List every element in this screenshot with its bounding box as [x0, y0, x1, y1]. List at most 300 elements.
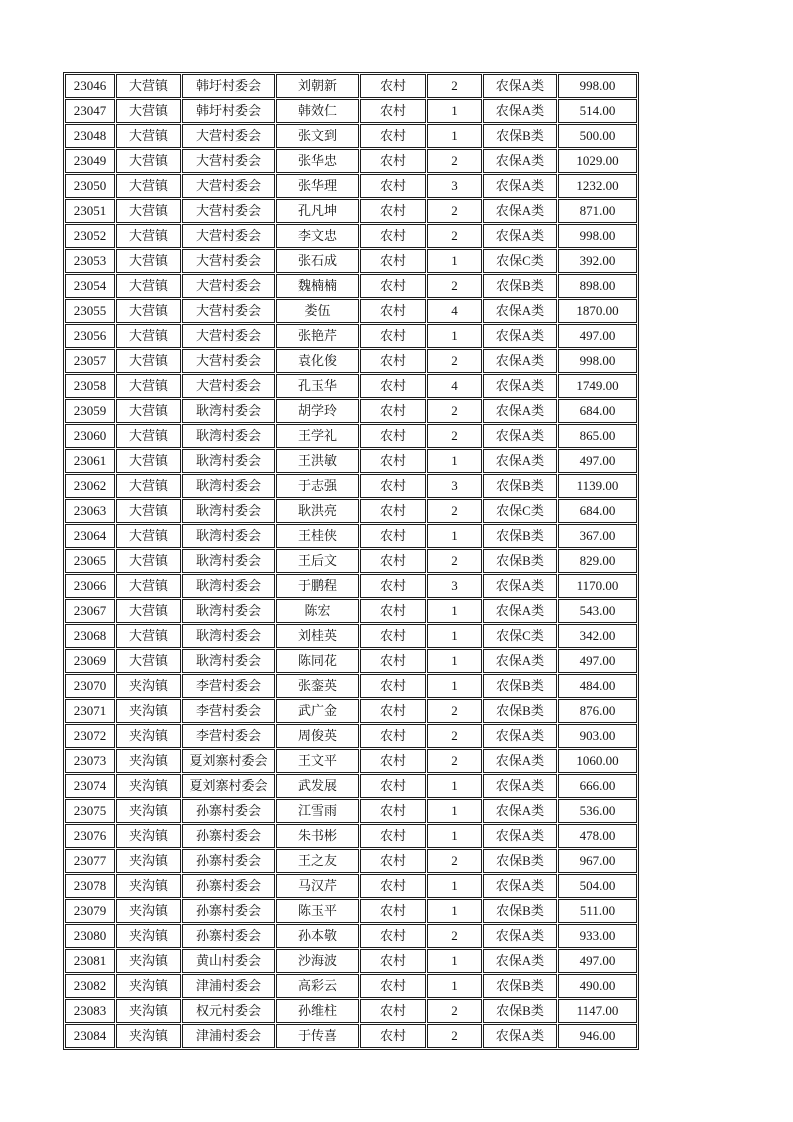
town-cell: 夹沟镇	[116, 949, 181, 973]
insurance-category-cell: 农保A类	[483, 599, 557, 623]
amount-cell: 898.00	[558, 274, 637, 298]
amount-cell: 684.00	[558, 499, 637, 523]
person-name-cell: 于传喜	[276, 1024, 359, 1048]
table-row	[65, 624, 637, 648]
person-name-cell: 韩效仁	[276, 99, 359, 123]
village-committee-cell: 耿湾村委会	[182, 449, 275, 473]
village-committee-cell: 耿湾村委会	[182, 399, 275, 423]
village-committee-cell: 大营村委会	[182, 199, 275, 223]
person-name-cell: 陈同花	[276, 649, 359, 673]
insurance-roster-table	[63, 72, 639, 1050]
residence-type-cell: 农村	[360, 174, 426, 198]
insured-count-cell: 2	[427, 224, 482, 248]
insured-count-cell: 1	[427, 799, 482, 823]
insured-count-cell: 2	[427, 924, 482, 948]
amount-cell: 1232.00	[558, 174, 637, 198]
village-committee-cell: 夏刘寨村委会	[182, 774, 275, 798]
amount-cell: 367.00	[558, 524, 637, 548]
town-cell: 大营镇	[116, 474, 181, 498]
table-row	[65, 799, 637, 823]
town-cell: 夹沟镇	[116, 1024, 181, 1048]
table-row	[65, 99, 637, 123]
town-cell: 大营镇	[116, 449, 181, 473]
village-committee-cell: 大营村委会	[182, 124, 275, 148]
town-cell: 夹沟镇	[116, 749, 181, 773]
insured-count-cell: 2	[427, 399, 482, 423]
amount-cell: 998.00	[558, 224, 637, 248]
table-row	[65, 224, 637, 248]
village-committee-cell: 大营村委会	[182, 274, 275, 298]
serial-number-cell: 23059	[65, 399, 115, 423]
serial-number-cell: 23072	[65, 724, 115, 748]
insurance-category-cell: 农保B类	[483, 124, 557, 148]
table-row	[65, 949, 637, 973]
person-name-cell: 魏楠楠	[276, 274, 359, 298]
serial-number-cell: 23052	[65, 224, 115, 248]
town-cell: 夹沟镇	[116, 899, 181, 923]
town-cell: 大营镇	[116, 324, 181, 348]
serial-number-cell: 23068	[65, 624, 115, 648]
amount-cell: 490.00	[558, 974, 637, 998]
town-cell: 大营镇	[116, 499, 181, 523]
town-cell: 夹沟镇	[116, 874, 181, 898]
person-name-cell: 胡学玲	[276, 399, 359, 423]
residence-type-cell: 农村	[360, 624, 426, 648]
serial-number-cell: 23063	[65, 499, 115, 523]
insured-count-cell: 1	[427, 974, 482, 998]
serial-number-cell: 23078	[65, 874, 115, 898]
town-cell: 大营镇	[116, 649, 181, 673]
person-name-cell: 李文忠	[276, 224, 359, 248]
amount-cell: 500.00	[558, 124, 637, 148]
residence-type-cell: 农村	[360, 724, 426, 748]
residence-type-cell: 农村	[360, 549, 426, 573]
residence-type-cell: 农村	[360, 674, 426, 698]
amount-cell: 497.00	[558, 949, 637, 973]
table-row	[65, 774, 637, 798]
village-committee-cell: 李营村委会	[182, 674, 275, 698]
serial-number-cell: 23076	[65, 824, 115, 848]
town-cell: 大营镇	[116, 424, 181, 448]
village-committee-cell: 大营村委会	[182, 174, 275, 198]
residence-type-cell: 农村	[360, 399, 426, 423]
village-committee-cell: 耿湾村委会	[182, 474, 275, 498]
person-name-cell: 袁化俊	[276, 349, 359, 373]
town-cell: 夹沟镇	[116, 699, 181, 723]
person-name-cell: 王文平	[276, 749, 359, 773]
insurance-category-cell: 农保A类	[483, 1024, 557, 1048]
village-committee-cell: 大营村委会	[182, 324, 275, 348]
person-name-cell: 马汉芹	[276, 874, 359, 898]
table-row	[65, 674, 637, 698]
insured-count-cell: 1	[427, 949, 482, 973]
serial-number-cell: 23055	[65, 299, 115, 323]
table-row	[65, 74, 637, 98]
amount-cell: 484.00	[558, 674, 637, 698]
insurance-category-cell: 农保A类	[483, 724, 557, 748]
insurance-category-cell: 农保A类	[483, 374, 557, 398]
village-committee-cell: 韩圩村委会	[182, 74, 275, 98]
residence-type-cell: 农村	[360, 699, 426, 723]
table-row	[65, 524, 637, 548]
table-row	[65, 199, 637, 223]
person-name-cell: 高彩云	[276, 974, 359, 998]
amount-cell: 514.00	[558, 99, 637, 123]
amount-cell: 666.00	[558, 774, 637, 798]
town-cell: 夹沟镇	[116, 974, 181, 998]
insured-count-cell: 2	[427, 499, 482, 523]
serial-number-cell: 23066	[65, 574, 115, 598]
town-cell: 大营镇	[116, 174, 181, 198]
serial-number-cell: 23060	[65, 424, 115, 448]
table-row	[65, 449, 637, 473]
village-committee-cell: 大营村委会	[182, 224, 275, 248]
village-committee-cell: 津浦村委会	[182, 974, 275, 998]
table-row	[65, 724, 637, 748]
residence-type-cell: 农村	[360, 324, 426, 348]
person-name-cell: 陈宏	[276, 599, 359, 623]
insured-count-cell: 2	[427, 549, 482, 573]
table-row	[65, 1024, 637, 1048]
residence-type-cell: 农村	[360, 424, 426, 448]
table-row	[65, 149, 637, 173]
insurance-category-cell: 农保A类	[483, 824, 557, 848]
insured-count-cell: 2	[427, 349, 482, 373]
table-row	[65, 499, 637, 523]
amount-cell: 933.00	[558, 924, 637, 948]
person-name-cell: 张文到	[276, 124, 359, 148]
insured-count-cell: 1	[427, 249, 482, 273]
serial-number-cell: 23064	[65, 524, 115, 548]
insurance-category-cell: 农保B类	[483, 274, 557, 298]
town-cell: 夹沟镇	[116, 824, 181, 848]
table-row	[65, 924, 637, 948]
amount-cell: 536.00	[558, 799, 637, 823]
table-row	[65, 974, 637, 998]
serial-number-cell: 23083	[65, 999, 115, 1023]
village-committee-cell: 耿湾村委会	[182, 624, 275, 648]
town-cell: 夹沟镇	[116, 924, 181, 948]
insured-count-cell: 1	[427, 449, 482, 473]
person-name-cell: 周俊英	[276, 724, 359, 748]
residence-type-cell: 农村	[360, 349, 426, 373]
amount-cell: 511.00	[558, 899, 637, 923]
village-committee-cell: 耿湾村委会	[182, 499, 275, 523]
insurance-category-cell: 农保A类	[483, 574, 557, 598]
document-page	[63, 72, 639, 1050]
insured-count-cell: 1	[427, 824, 482, 848]
amount-cell: 946.00	[558, 1024, 637, 1048]
insured-count-cell: 1	[427, 674, 482, 698]
town-cell: 大营镇	[116, 199, 181, 223]
insurance-category-cell: 农保A类	[483, 399, 557, 423]
insured-count-cell: 1	[427, 649, 482, 673]
town-cell: 大营镇	[116, 74, 181, 98]
village-committee-cell: 权元村委会	[182, 999, 275, 1023]
amount-cell: 497.00	[558, 449, 637, 473]
insurance-category-cell: 农保B类	[483, 524, 557, 548]
insurance-category-cell: 农保C类	[483, 624, 557, 648]
table-row	[65, 424, 637, 448]
amount-cell: 342.00	[558, 624, 637, 648]
table-row	[65, 274, 637, 298]
town-cell: 夹沟镇	[116, 849, 181, 873]
table-row	[65, 399, 637, 423]
table-row	[65, 349, 637, 373]
insurance-category-cell: 农保B类	[483, 999, 557, 1023]
person-name-cell: 刘桂英	[276, 624, 359, 648]
person-name-cell: 沙海波	[276, 949, 359, 973]
table-row	[65, 299, 637, 323]
insurance-category-cell: 农保A类	[483, 74, 557, 98]
insurance-category-cell: 农保A类	[483, 349, 557, 373]
roster-body	[65, 74, 637, 1048]
village-committee-cell: 大营村委会	[182, 249, 275, 273]
serial-number-cell: 23054	[65, 274, 115, 298]
village-committee-cell: 孙寨村委会	[182, 799, 275, 823]
insured-count-cell: 1	[427, 624, 482, 648]
person-name-cell: 孔凡坤	[276, 199, 359, 223]
serial-number-cell: 23065	[65, 549, 115, 573]
insured-count-cell: 1	[427, 874, 482, 898]
person-name-cell: 耿洪亮	[276, 499, 359, 523]
serial-number-cell: 23048	[65, 124, 115, 148]
town-cell: 夹沟镇	[116, 799, 181, 823]
village-committee-cell: 大营村委会	[182, 149, 275, 173]
town-cell: 大营镇	[116, 149, 181, 173]
table-row	[65, 874, 637, 898]
insured-count-cell: 3	[427, 474, 482, 498]
table-row	[65, 249, 637, 273]
table-row	[65, 474, 637, 498]
insurance-category-cell: 农保A类	[483, 449, 557, 473]
insurance-category-cell: 农保A类	[483, 949, 557, 973]
residence-type-cell: 农村	[360, 824, 426, 848]
table-row	[65, 374, 637, 398]
serial-number-cell: 23062	[65, 474, 115, 498]
insurance-category-cell: 农保A类	[483, 649, 557, 673]
serial-number-cell: 23046	[65, 74, 115, 98]
town-cell: 大营镇	[116, 574, 181, 598]
amount-cell: 1139.00	[558, 474, 637, 498]
insurance-category-cell: 农保A类	[483, 174, 557, 198]
residence-type-cell: 农村	[360, 774, 426, 798]
person-name-cell: 张艳芹	[276, 324, 359, 348]
person-name-cell: 孙本敬	[276, 924, 359, 948]
residence-type-cell: 农村	[360, 149, 426, 173]
insured-count-cell: 1	[427, 899, 482, 923]
table-row	[65, 899, 637, 923]
amount-cell: 1029.00	[558, 149, 637, 173]
insured-count-cell: 1	[427, 324, 482, 348]
serial-number-cell: 23061	[65, 449, 115, 473]
amount-cell: 903.00	[558, 724, 637, 748]
insurance-category-cell: 农保B类	[483, 974, 557, 998]
town-cell: 夹沟镇	[116, 999, 181, 1023]
insurance-category-cell: 农保B类	[483, 549, 557, 573]
residence-type-cell: 农村	[360, 749, 426, 773]
village-committee-cell: 大营村委会	[182, 349, 275, 373]
village-committee-cell: 夏刘寨村委会	[182, 749, 275, 773]
table-row	[65, 124, 637, 148]
insurance-category-cell: 农保A类	[483, 149, 557, 173]
amount-cell: 1060.00	[558, 749, 637, 773]
village-committee-cell: 耿湾村委会	[182, 599, 275, 623]
residence-type-cell: 农村	[360, 74, 426, 98]
person-name-cell: 王洪敏	[276, 449, 359, 473]
table-row	[65, 574, 637, 598]
village-committee-cell: 孙寨村委会	[182, 824, 275, 848]
person-name-cell: 孔玉华	[276, 374, 359, 398]
town-cell: 大营镇	[116, 524, 181, 548]
table-row	[65, 549, 637, 573]
insured-count-cell: 2	[427, 199, 482, 223]
village-committee-cell: 孙寨村委会	[182, 899, 275, 923]
residence-type-cell: 农村	[360, 649, 426, 673]
insured-count-cell: 3	[427, 574, 482, 598]
amount-cell: 967.00	[558, 849, 637, 873]
insurance-category-cell: 农保B类	[483, 899, 557, 923]
residence-type-cell: 农村	[360, 899, 426, 923]
village-committee-cell: 大营村委会	[182, 374, 275, 398]
table-row	[65, 324, 637, 348]
serial-number-cell: 23057	[65, 349, 115, 373]
residence-type-cell: 农村	[360, 849, 426, 873]
village-committee-cell: 耿湾村委会	[182, 549, 275, 573]
serial-number-cell: 23073	[65, 749, 115, 773]
residence-type-cell: 农村	[360, 249, 426, 273]
village-committee-cell: 耿湾村委会	[182, 424, 275, 448]
residence-type-cell: 农村	[360, 224, 426, 248]
serial-number-cell: 23049	[65, 149, 115, 173]
residence-type-cell: 农村	[360, 874, 426, 898]
person-name-cell: 江雪雨	[276, 799, 359, 823]
person-name-cell: 于志强	[276, 474, 359, 498]
insurance-category-cell: 农保A类	[483, 924, 557, 948]
insurance-category-cell: 农保B类	[483, 699, 557, 723]
amount-cell: 1749.00	[558, 374, 637, 398]
insurance-category-cell: 农保A类	[483, 224, 557, 248]
insurance-category-cell: 农保A类	[483, 799, 557, 823]
village-committee-cell: 耿湾村委会	[182, 574, 275, 598]
person-name-cell: 张石成	[276, 249, 359, 273]
serial-number-cell: 23058	[65, 374, 115, 398]
village-committee-cell: 孙寨村委会	[182, 924, 275, 948]
village-committee-cell: 津浦村委会	[182, 1024, 275, 1048]
residence-type-cell: 农村	[360, 799, 426, 823]
serial-number-cell: 23077	[65, 849, 115, 873]
person-name-cell: 娄伍	[276, 299, 359, 323]
serial-number-cell: 23074	[65, 774, 115, 798]
person-name-cell: 张銮英	[276, 674, 359, 698]
town-cell: 夹沟镇	[116, 674, 181, 698]
residence-type-cell: 农村	[360, 599, 426, 623]
table-row	[65, 599, 637, 623]
residence-type-cell: 农村	[360, 999, 426, 1023]
amount-cell: 684.00	[558, 399, 637, 423]
amount-cell: 876.00	[558, 699, 637, 723]
insured-count-cell: 1	[427, 124, 482, 148]
insured-count-cell: 2	[427, 749, 482, 773]
town-cell: 大营镇	[116, 599, 181, 623]
village-committee-cell: 大营村委会	[182, 299, 275, 323]
residence-type-cell: 农村	[360, 99, 426, 123]
person-name-cell: 朱书彬	[276, 824, 359, 848]
person-name-cell: 张华理	[276, 174, 359, 198]
serial-number-cell: 23071	[65, 699, 115, 723]
insurance-category-cell: 农保B类	[483, 474, 557, 498]
town-cell: 夹沟镇	[116, 724, 181, 748]
serial-number-cell: 23080	[65, 924, 115, 948]
insured-count-cell: 2	[427, 424, 482, 448]
amount-cell: 998.00	[558, 74, 637, 98]
person-name-cell: 武发展	[276, 774, 359, 798]
village-committee-cell: 韩圩村委会	[182, 99, 275, 123]
town-cell: 大营镇	[116, 549, 181, 573]
insured-count-cell: 2	[427, 699, 482, 723]
village-committee-cell: 李营村委会	[182, 724, 275, 748]
town-cell: 大营镇	[116, 374, 181, 398]
residence-type-cell: 农村	[360, 299, 426, 323]
insured-count-cell: 4	[427, 374, 482, 398]
amount-cell: 478.00	[558, 824, 637, 848]
insured-count-cell: 3	[427, 174, 482, 198]
town-cell: 大营镇	[116, 624, 181, 648]
person-name-cell: 张华忠	[276, 149, 359, 173]
insured-count-cell: 1	[427, 599, 482, 623]
insurance-category-cell: 农保C类	[483, 249, 557, 273]
table-row	[65, 849, 637, 873]
serial-number-cell: 23069	[65, 649, 115, 673]
serial-number-cell: 23075	[65, 799, 115, 823]
residence-type-cell: 农村	[360, 924, 426, 948]
village-committee-cell: 黄山村委会	[182, 949, 275, 973]
residence-type-cell: 农村	[360, 1024, 426, 1048]
town-cell: 大营镇	[116, 399, 181, 423]
town-cell: 大营镇	[116, 299, 181, 323]
insured-count-cell: 2	[427, 149, 482, 173]
residence-type-cell: 农村	[360, 124, 426, 148]
insured-count-cell: 1	[427, 99, 482, 123]
village-committee-cell: 耿湾村委会	[182, 524, 275, 548]
insurance-category-cell: 农保A类	[483, 199, 557, 223]
insured-count-cell: 2	[427, 274, 482, 298]
town-cell: 大营镇	[116, 274, 181, 298]
residence-type-cell: 农村	[360, 499, 426, 523]
amount-cell: 543.00	[558, 599, 637, 623]
amount-cell: 497.00	[558, 324, 637, 348]
table-row	[65, 649, 637, 673]
insured-count-cell: 2	[427, 724, 482, 748]
village-committee-cell: 耿湾村委会	[182, 649, 275, 673]
table-row	[65, 999, 637, 1023]
amount-cell: 392.00	[558, 249, 637, 273]
insurance-category-cell: 农保B类	[483, 674, 557, 698]
person-name-cell: 王桂侠	[276, 524, 359, 548]
serial-number-cell: 23050	[65, 174, 115, 198]
insured-count-cell: 2	[427, 1024, 482, 1048]
village-committee-cell: 孙寨村委会	[182, 874, 275, 898]
amount-cell: 998.00	[558, 349, 637, 373]
town-cell: 夹沟镇	[116, 774, 181, 798]
residence-type-cell: 农村	[360, 474, 426, 498]
table-row	[65, 824, 637, 848]
table-row	[65, 699, 637, 723]
person-name-cell: 王后文	[276, 549, 359, 573]
residence-type-cell: 农村	[360, 449, 426, 473]
serial-number-cell: 23053	[65, 249, 115, 273]
amount-cell: 829.00	[558, 549, 637, 573]
